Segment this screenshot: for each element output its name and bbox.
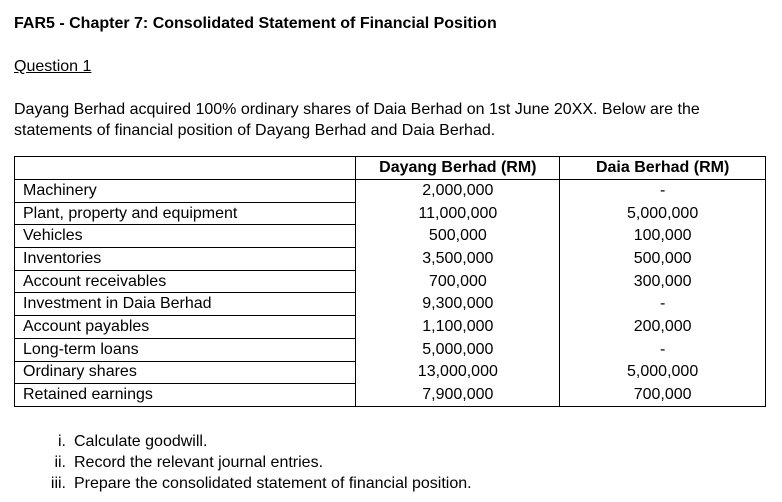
row-daia-value: - xyxy=(560,180,766,203)
row-daia-value: 300,000 xyxy=(560,270,766,293)
list-item xyxy=(36,452,472,473)
row-daia-value: 200,000 xyxy=(560,316,766,339)
row-daia-value: 500,000 xyxy=(560,248,766,271)
row-dayang-value: 9,300,000 xyxy=(356,293,560,316)
task-text: Record the relevant journal entries. xyxy=(74,454,324,471)
table-row xyxy=(15,338,766,361)
table-row xyxy=(15,293,766,316)
list-item xyxy=(36,431,472,452)
row-item: Machinery xyxy=(15,180,356,203)
row-daia-value: - xyxy=(560,338,766,361)
table-row xyxy=(15,361,766,384)
list-marker: iii. xyxy=(50,475,66,492)
row-dayang-value: 11,000,000 xyxy=(356,202,560,225)
page-title: FAR5 - Chapter 7: Consolidated Statement of Financial Position xyxy=(14,15,497,32)
header-dayang: Dayang Berhad (RM) xyxy=(356,157,560,180)
task-list xyxy=(36,431,472,494)
row-dayang-value: 13,000,000 xyxy=(356,361,560,384)
row-item: Account receivables xyxy=(15,270,356,293)
list-marker: ii. xyxy=(54,454,66,471)
row-item: Account payables xyxy=(15,316,356,339)
header-blank xyxy=(15,157,356,180)
table-row xyxy=(15,180,766,203)
list-marker: i. xyxy=(58,433,66,450)
row-dayang-value: 500,000 xyxy=(356,225,560,248)
row-item: Vehicles xyxy=(15,225,356,248)
table-row xyxy=(15,316,766,339)
table-row xyxy=(15,384,766,407)
row-dayang-value: 3,500,000 xyxy=(356,248,560,271)
row-daia-value: 700,000 xyxy=(560,384,766,407)
row-item: Investment in Daia Berhad xyxy=(15,293,356,316)
question-label: Question 1 xyxy=(14,58,92,75)
row-dayang-value: 2,000,000 xyxy=(356,180,560,203)
row-daia-value: - xyxy=(560,293,766,316)
row-item: Long-term loans xyxy=(15,338,356,361)
row-dayang-value: 1,100,000 xyxy=(356,316,560,339)
row-dayang-value: 5,000,000 xyxy=(356,338,560,361)
header-daia: Daia Berhad (RM) xyxy=(560,157,766,180)
task-text: Prepare the consolidated statement of financial position. xyxy=(74,475,472,492)
table-row xyxy=(15,270,766,293)
row-item: Inventories xyxy=(15,248,356,271)
table-header-row xyxy=(15,157,766,180)
row-item: Retained earnings xyxy=(15,384,356,407)
row-daia-value: 5,000,000 xyxy=(560,361,766,384)
financial-position-table xyxy=(14,156,766,407)
row-item: Ordinary shares xyxy=(15,361,356,384)
row-daia-value: 5,000,000 xyxy=(560,202,766,225)
intro-paragraph: Dayang Berhad acquired 100% ordinary shares of Daia Berhad on 1st June 20XX. Below are the statements of financial position of Dayang Berhad and Daia Berhad. xyxy=(14,101,700,139)
row-item: Plant, property and equipment xyxy=(15,202,356,225)
table-row xyxy=(15,225,766,248)
row-dayang-value: 700,000 xyxy=(356,270,560,293)
list-item xyxy=(36,473,472,494)
row-dayang-value: 7,900,000 xyxy=(356,384,560,407)
row-daia-value: 100,000 xyxy=(560,225,766,248)
table-row xyxy=(15,202,766,225)
table-row xyxy=(15,248,766,271)
task-text: Calculate goodwill. xyxy=(74,433,208,450)
